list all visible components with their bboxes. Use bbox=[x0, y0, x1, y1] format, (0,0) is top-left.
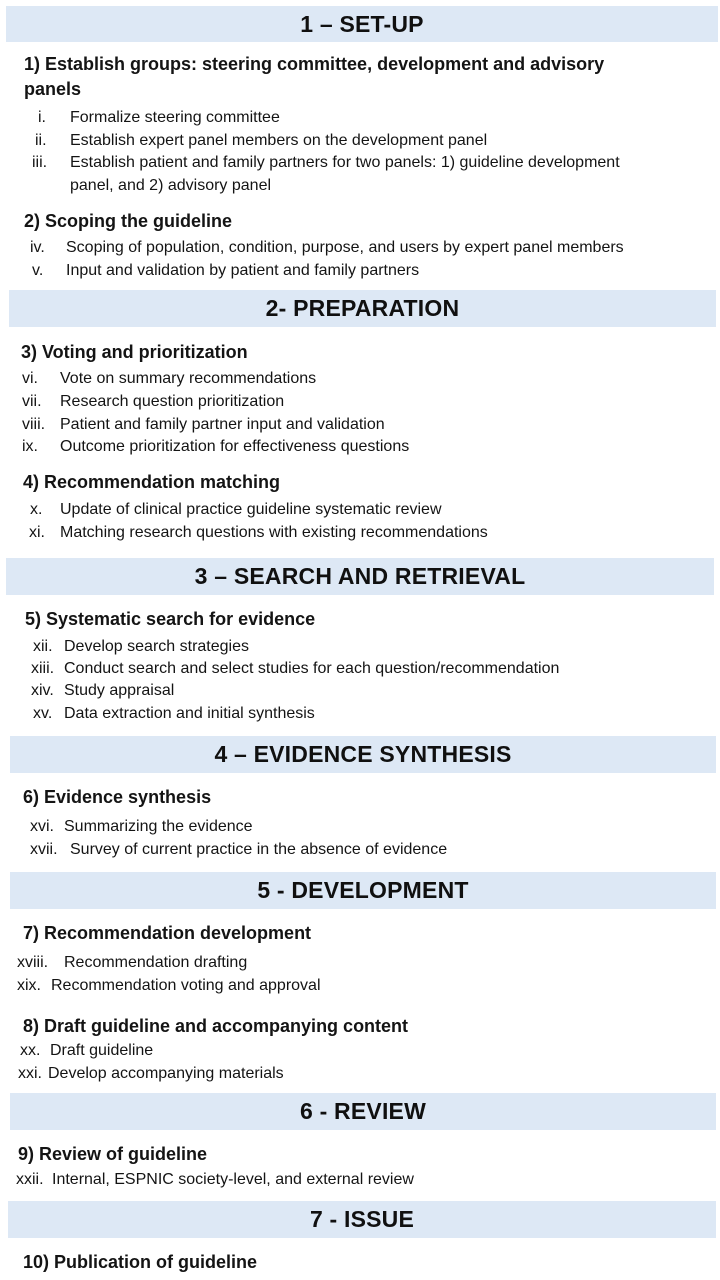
item-text: Survey of current practice in the absence of evidence bbox=[70, 841, 448, 858]
list-item bbox=[0, 975, 720, 997]
list-item bbox=[0, 1040, 720, 1062]
list-item bbox=[0, 680, 720, 702]
item-text: Data extraction and initial synthesis bbox=[64, 705, 315, 722]
list-item bbox=[0, 522, 720, 544]
step-heading: 4) Recommendation matching bbox=[23, 472, 281, 492]
item-text: Establish expert panel members on the development panel bbox=[70, 132, 488, 149]
item-number: xvii. bbox=[30, 841, 58, 858]
item-text: Update of clinical practice guideline systematic review bbox=[60, 501, 442, 518]
item-number: xi. bbox=[29, 524, 45, 541]
section-title: 6 - REVIEW bbox=[300, 1098, 426, 1124]
item-text: Recommendation voting and approval bbox=[51, 977, 321, 994]
item-text: Outcome prioritization for effectiveness questions bbox=[60, 438, 410, 455]
item-number: xviii. bbox=[17, 954, 49, 971]
item-number: xxii. bbox=[16, 1171, 44, 1188]
item-text: Research question prioritization bbox=[60, 393, 285, 410]
list-item bbox=[0, 414, 720, 436]
list-item bbox=[0, 839, 720, 861]
item-text: Vote on summary recommendations bbox=[60, 370, 317, 387]
list-item bbox=[0, 130, 720, 152]
list-item bbox=[0, 152, 720, 198]
item-number: viii. bbox=[22, 416, 46, 433]
list-item bbox=[0, 816, 720, 838]
list-item bbox=[0, 260, 720, 282]
step-heading: 10) Publication of guideline bbox=[23, 1252, 258, 1272]
item-text: panel, and 2) advisory panel bbox=[70, 177, 272, 194]
list-item bbox=[0, 368, 720, 390]
item-number: v. bbox=[32, 262, 44, 279]
section-header-issue bbox=[8, 1201, 716, 1238]
list-item bbox=[0, 636, 720, 658]
item-number: iv. bbox=[30, 239, 45, 256]
step-heading: panels bbox=[24, 79, 82, 99]
item-number: i. bbox=[38, 109, 46, 126]
list-item bbox=[0, 1063, 720, 1085]
section-header-review bbox=[10, 1093, 716, 1130]
section-title: 1 – SET-UP bbox=[300, 10, 424, 37]
item-text: Draft guideline bbox=[50, 1042, 154, 1059]
section-header-evidence-synthesis bbox=[10, 736, 716, 773]
list-item bbox=[0, 391, 720, 413]
item-number: xx. bbox=[20, 1042, 41, 1059]
section-title: 3 – SEARCH AND RETRIEVAL bbox=[194, 563, 526, 589]
step-heading: 5) Systematic search for evidence bbox=[25, 609, 316, 629]
item-number: xvi. bbox=[30, 818, 54, 835]
section-title: 7 - ISSUE bbox=[309, 1206, 415, 1232]
item-number: x. bbox=[30, 501, 43, 518]
item-text: Establish patient and family partners for two panels: 1) guideline development bbox=[70, 154, 620, 171]
item-number: ii. bbox=[35, 132, 47, 149]
item-number: iii. bbox=[32, 154, 48, 171]
list-item bbox=[0, 107, 720, 129]
list-item bbox=[0, 1169, 720, 1191]
section-title: 4 – EVIDENCE SYNTHESIS bbox=[214, 741, 512, 767]
section-title: 2- PREPARATION bbox=[265, 295, 460, 321]
list-item bbox=[0, 499, 720, 521]
step-heading: 2) Scoping the guideline bbox=[24, 211, 233, 231]
step-heading: 3) Voting and prioritization bbox=[21, 342, 248, 362]
item-number: vii. bbox=[22, 393, 42, 410]
item-text: Internal, ESPNIC society-level, and external review bbox=[52, 1171, 414, 1188]
item-text: Develop search strategies bbox=[64, 638, 249, 655]
item-number: xiii. bbox=[31, 660, 55, 677]
list-item bbox=[0, 658, 720, 680]
step-heading: 6) Evidence synthesis bbox=[23, 787, 212, 807]
item-text: Develop accompanying materials bbox=[48, 1065, 284, 1082]
item-text: Formalize steering committee bbox=[70, 109, 280, 126]
item-number: xix. bbox=[17, 977, 41, 994]
section-header-search-retrieval bbox=[6, 558, 714, 595]
list-item bbox=[0, 952, 720, 974]
step-heading: 7) Recommendation development bbox=[23, 923, 312, 943]
section-title: 5 - DEVELOPMENT bbox=[257, 877, 469, 903]
item-number: xxi. bbox=[18, 1065, 42, 1082]
item-text: Scoping of population, condition, purpose, and users by expert panel members bbox=[66, 239, 624, 256]
section-header-setup bbox=[6, 6, 718, 42]
item-text: Matching research questions with existing recommendations bbox=[60, 524, 488, 541]
step-heading: 9) Review of guideline bbox=[18, 1144, 208, 1164]
step-heading: 1) Establish groups: steering committee, development and advisory bbox=[24, 54, 605, 74]
list-item bbox=[0, 436, 720, 458]
section-header-development bbox=[10, 872, 716, 909]
step-heading: 8) Draft guideline and accompanying content bbox=[23, 1016, 409, 1036]
item-text: Conduct search and select studies for each question/recommendation bbox=[64, 660, 560, 677]
item-number: xii. bbox=[33, 638, 53, 655]
item-number: vi. bbox=[22, 370, 38, 387]
item-text: Study appraisal bbox=[64, 682, 175, 699]
list-item bbox=[0, 703, 720, 725]
list-item bbox=[0, 237, 720, 259]
item-number: xiv. bbox=[31, 682, 54, 699]
item-number: ix. bbox=[22, 438, 38, 455]
item-number: xv. bbox=[33, 705, 53, 722]
item-text: Input and validation by patient and family partners bbox=[66, 262, 420, 279]
item-text: Patient and family partner input and validation bbox=[60, 416, 385, 433]
item-text: Summarizing the evidence bbox=[64, 818, 253, 835]
item-text: Recommendation drafting bbox=[64, 954, 248, 971]
section-header-preparation bbox=[9, 290, 716, 327]
